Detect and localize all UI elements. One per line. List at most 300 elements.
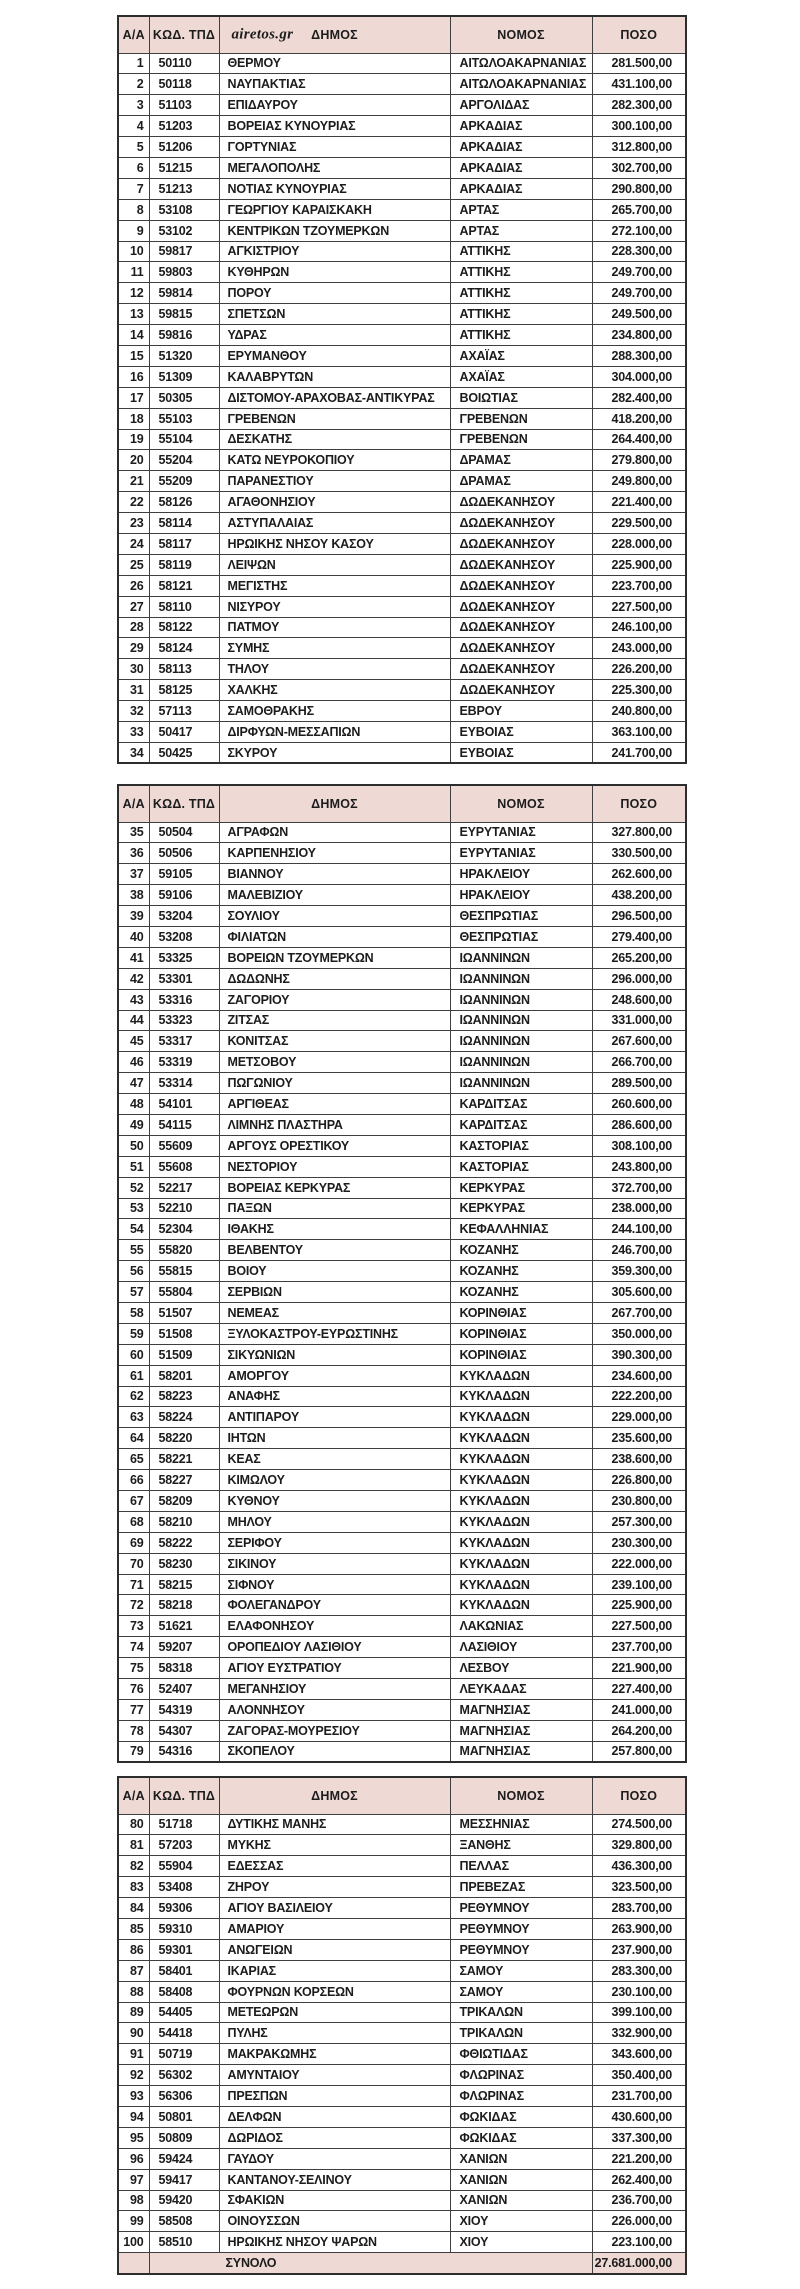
table-row — [118, 1156, 686, 1177]
row-index-cell: 9 — [118, 220, 149, 241]
table-row — [118, 1470, 686, 1491]
amount-cell: 246.700,00 — [592, 1240, 686, 1261]
prefecture-cell: ΑΡΤΑΣ — [450, 220, 592, 241]
amount-cell: 229.500,00 — [592, 513, 686, 534]
amount-cell: 230.800,00 — [592, 1491, 686, 1512]
prefecture-cell: ΑΤΤΙΚΗΣ — [450, 325, 592, 346]
row-index-cell: 24 — [118, 533, 149, 554]
amount-cell: 249.700,00 — [592, 262, 686, 283]
amount-cell: 228.300,00 — [592, 241, 686, 262]
code-cell: 51508 — [149, 1323, 219, 1344]
code-cell: 55104 — [149, 429, 219, 450]
table-row — [118, 2148, 686, 2169]
amount-cell: 262.600,00 — [592, 864, 686, 885]
column-header-dimos-label: ΔΗΜΟΣ — [311, 27, 358, 42]
table-row — [118, 2065, 686, 2086]
table-row — [118, 1491, 686, 1512]
table-row — [118, 74, 686, 95]
municipality-cell: ΙΚΑΡΙΑΣ — [219, 1960, 450, 1981]
amount-cell: 418.200,00 — [592, 408, 686, 429]
code-cell: 50504 — [149, 822, 219, 843]
table-row — [118, 1302, 686, 1323]
code-cell: 50110 — [149, 53, 219, 74]
municipality-cell: ΣΟΥΛΙΟΥ — [219, 906, 450, 927]
prefecture-cell: ΧΑΝΙΩΝ — [450, 2169, 592, 2190]
code-cell: 58117 — [149, 533, 219, 554]
municipality-cell: ΣΙΚΥΩΝΙΩΝ — [219, 1344, 450, 1365]
row-index-cell: 11 — [118, 262, 149, 283]
prefecture-cell: ΔΩΔΕΚΑΝΗΣΟΥ — [450, 513, 592, 534]
code-cell: 54101 — [149, 1094, 219, 1115]
municipality-cell: ΜΕΓΑΛΟΠΟΛΗΣ — [219, 157, 450, 178]
prefecture-cell: ΚΥΚΛΑΔΩΝ — [450, 1449, 592, 1470]
row-index-cell: 19 — [118, 429, 149, 450]
prefecture-cell: ΙΩΑΝΝΙΝΩΝ — [450, 989, 592, 1010]
table-row — [118, 926, 686, 947]
table-row — [118, 1898, 686, 1919]
municipality-cell: ΕΔΕΣΣΑΣ — [219, 1856, 450, 1877]
table-row — [118, 1939, 686, 1960]
prefecture-cell: ΔΩΔΕΚΑΝΗΣΟΥ — [450, 554, 592, 575]
table-row — [118, 2232, 686, 2253]
code-cell: 58209 — [149, 1491, 219, 1512]
code-cell: 59417 — [149, 2169, 219, 2190]
table-row — [118, 178, 686, 199]
table-row — [118, 1135, 686, 1156]
amount-cell: 283.700,00 — [592, 1898, 686, 1919]
municipality-cell: ΠΡΕΣΠΩΝ — [219, 2086, 450, 2107]
table-row — [118, 1449, 686, 1470]
total-amount: 27.681.000,00 — [592, 2253, 686, 2275]
prefecture-cell: ΚΑΡΔΙΤΣΑΣ — [450, 1114, 592, 1135]
code-cell: 55103 — [149, 408, 219, 429]
municipality-cell: ΟΡΟΠΕΔΙΟΥ ΛΑΣΙΘΙΟΥ — [219, 1637, 450, 1658]
prefecture-cell: ΚΥΚΛΑΔΩΝ — [450, 1595, 592, 1616]
row-index-cell: 82 — [118, 1856, 149, 1877]
code-cell: 53108 — [149, 199, 219, 220]
row-index-cell: 88 — [118, 1981, 149, 2002]
municipality-cell: ΣΠΕΤΣΩΝ — [219, 304, 450, 325]
amount-cell: 282.400,00 — [592, 387, 686, 408]
row-index-cell: 77 — [118, 1699, 149, 1720]
code-cell: 53323 — [149, 1010, 219, 1031]
prefecture-cell: ΘΕΣΠΡΩΤΙΑΣ — [450, 906, 592, 927]
row-index-cell: 41 — [118, 947, 149, 968]
code-cell: 51507 — [149, 1302, 219, 1323]
prefecture-cell: ΦΛΩΡΙΝΑΣ — [450, 2086, 592, 2107]
row-index-cell: 91 — [118, 2044, 149, 2065]
code-cell: 50425 — [149, 742, 219, 763]
code-cell: 50417 — [149, 722, 219, 743]
prefecture-cell: ΡΕΘΥΜΝΟΥ — [450, 1918, 592, 1939]
code-cell: 54319 — [149, 1699, 219, 1720]
municipality-cell: ΜΕΓΙΣΤΗΣ — [219, 575, 450, 596]
municipality-cell: ΒΟΡΕΙΑΣ ΚΕΡΚΥΡΑΣ — [219, 1177, 450, 1198]
prefecture-cell: ΛΕΣΒΟΥ — [450, 1658, 592, 1679]
table-row — [118, 1094, 686, 1115]
prefecture-cell: ΔΩΔΕΚΑΝΗΣΟΥ — [450, 533, 592, 554]
amount-cell: 222.200,00 — [592, 1386, 686, 1407]
code-cell: 53301 — [149, 968, 219, 989]
prefecture-cell: ΓΡΕΒΕΝΩΝ — [450, 408, 592, 429]
row-index-cell: 65 — [118, 1449, 149, 1470]
column-header-nomos: ΝΟΜΟΣ — [450, 1777, 592, 1814]
row-index-cell: 39 — [118, 906, 149, 927]
table-row — [118, 1637, 686, 1658]
table-row — [118, 1386, 686, 1407]
row-index-cell: 70 — [118, 1553, 149, 1574]
table-row — [118, 387, 686, 408]
prefecture-cell: ΦΩΚΙΔΑΣ — [450, 2127, 592, 2148]
amount-cell: 226.800,00 — [592, 1470, 686, 1491]
amount-cell: 265.200,00 — [592, 947, 686, 968]
column-header-poso: ΠΟΣΟ — [592, 16, 686, 53]
prefecture-cell: ΙΩΑΝΝΙΝΩΝ — [450, 1052, 592, 1073]
amount-cell: 264.400,00 — [592, 429, 686, 450]
table-row — [118, 659, 686, 680]
code-cell: 58215 — [149, 1574, 219, 1595]
table-row — [118, 1574, 686, 1595]
amount-cell: 260.600,00 — [592, 1094, 686, 1115]
code-cell: 58218 — [149, 1595, 219, 1616]
code-cell: 58210 — [149, 1511, 219, 1532]
amount-cell: 372.700,00 — [592, 1177, 686, 1198]
row-index-cell: 43 — [118, 989, 149, 1010]
prefecture-cell: ΚΟΡΙΝΘΙΑΣ — [450, 1344, 592, 1365]
amount-cell: 337.300,00 — [592, 2127, 686, 2148]
municipality-cell: ΝΑΥΠΑΚΤΙΑΣ — [219, 74, 450, 95]
amount-cell: 286.600,00 — [592, 1114, 686, 1135]
row-index-cell: 63 — [118, 1407, 149, 1428]
code-cell: 52304 — [149, 1219, 219, 1240]
table-row — [118, 2169, 686, 2190]
municipality-cell: ΔΥΤΙΚΗΣ ΜΑΝΗΣ — [219, 1814, 450, 1835]
table-row — [118, 554, 686, 575]
table-row — [118, 1699, 686, 1720]
prefecture-cell: ΔΩΔΕΚΑΝΗΣΟΥ — [450, 575, 592, 596]
code-cell: 54307 — [149, 1720, 219, 1741]
prefecture-cell: ΡΕΘΥΜΝΟΥ — [450, 1939, 592, 1960]
table-row — [118, 1918, 686, 1939]
table-row — [118, 1114, 686, 1135]
amount-cell: 223.100,00 — [592, 2232, 686, 2253]
code-cell: 59106 — [149, 885, 219, 906]
code-cell: 55820 — [149, 1240, 219, 1261]
row-index-cell: 57 — [118, 1282, 149, 1303]
amount-cell: 302.700,00 — [592, 157, 686, 178]
prefecture-cell: ΞΑΝΘΗΣ — [450, 1835, 592, 1856]
table-row — [118, 1240, 686, 1261]
table-row — [118, 1010, 686, 1031]
prefecture-cell: ΔΩΔΕΚΑΝΗΣΟΥ — [450, 492, 592, 513]
municipality-cell: ΛΙΜΝΗΣ ΠΛΑΣΤΗΡΑ — [219, 1114, 450, 1135]
code-cell: 53208 — [149, 926, 219, 947]
municipality-cell: ΠΥΛΗΣ — [219, 2023, 450, 2044]
prefecture-cell: ΘΕΣΠΡΩΤΙΑΣ — [450, 926, 592, 947]
amount-cell: 267.600,00 — [592, 1031, 686, 1052]
prefecture-cell: ΕΥΡΥΤΑΝΙΑΣ — [450, 822, 592, 843]
prefecture-cell: ΗΡΑΚΛΕΙΟΥ — [450, 864, 592, 885]
municipality-cell: ΒΟΡΕΙΑΣ ΚΥΝΟΥΡΙΑΣ — [219, 116, 450, 137]
prefecture-cell: ΚΟΖΑΝΗΣ — [450, 1261, 592, 1282]
table-row — [118, 1856, 686, 1877]
municipality-cell: ΗΡΩΙΚΗΣ ΝΗΣΟΥ ΚΑΣΟΥ — [219, 533, 450, 554]
municipality-cell: ΝΙΣΥΡΟΥ — [219, 596, 450, 617]
municipality-cell: ΑΜΟΡΓΟΥ — [219, 1365, 450, 1386]
prefecture-cell: ΚΥΚΛΑΔΩΝ — [450, 1386, 592, 1407]
row-index-cell: 13 — [118, 304, 149, 325]
amount-cell: 305.600,00 — [592, 1282, 686, 1303]
prefecture-cell: ΓΡΕΒΕΝΩΝ — [450, 429, 592, 450]
code-cell: 58224 — [149, 1407, 219, 1428]
row-index-cell: 81 — [118, 1835, 149, 1856]
row-index-cell: 99 — [118, 2211, 149, 2232]
column-header-dimos — [219, 1777, 450, 1814]
prefecture-cell: ΣΑΜΟΥ — [450, 1960, 592, 1981]
municipality-cell: ΔΙΣΤΟΜΟΥ-ΑΡΑΧΟΒΑΣ-ΑΝΤΙΚΥΡΑΣ — [219, 387, 450, 408]
row-index-cell: 64 — [118, 1428, 149, 1449]
municipality-cell: ΑΓΑΘΟΝΗΣΙΟΥ — [219, 492, 450, 513]
row-index-cell: 10 — [118, 241, 149, 262]
row-index-cell: 31 — [118, 680, 149, 701]
row-index-cell: 3 — [118, 95, 149, 116]
code-cell: 55209 — [149, 471, 219, 492]
municipality-cell: ΖΑΓΟΡΑΣ-ΜΟΥΡΕΣΙΟΥ — [219, 1720, 450, 1741]
municipality-cell: ΑΡΓΙΘΕΑΣ — [219, 1094, 450, 1115]
amount-cell: 264.200,00 — [592, 1720, 686, 1741]
row-index-cell: 85 — [118, 1918, 149, 1939]
row-index-cell: 84 — [118, 1898, 149, 1919]
amount-cell: 226.000,00 — [592, 2211, 686, 2232]
table-header-row — [118, 16, 686, 53]
row-index-cell: 50 — [118, 1135, 149, 1156]
code-cell: 58125 — [149, 680, 219, 701]
amount-cell: 330.500,00 — [592, 843, 686, 864]
municipality-cell: ΣΚΥΡΟΥ — [219, 742, 450, 763]
prefecture-cell: ΚΥΚΛΑΔΩΝ — [450, 1511, 592, 1532]
amount-cell: 359.300,00 — [592, 1261, 686, 1282]
amount-cell: 290.800,00 — [592, 178, 686, 199]
table-row — [118, 638, 686, 659]
row-index-cell: 6 — [118, 157, 149, 178]
column-header-kod-tpd: ΚΩΔ. ΤΠΔ — [149, 1777, 219, 1814]
amount-cell: 283.300,00 — [592, 1960, 686, 1981]
code-cell: 58223 — [149, 1386, 219, 1407]
code-cell: 59424 — [149, 2148, 219, 2169]
amount-cell: 274.500,00 — [592, 1814, 686, 1835]
amount-cell: 241.000,00 — [592, 1699, 686, 1720]
row-index-cell: 48 — [118, 1094, 149, 1115]
prefecture-cell: ΚΟΖΑΝΗΣ — [450, 1240, 592, 1261]
amount-cell: 296.000,00 — [592, 968, 686, 989]
municipality-cell: ΜΕΓΑΝΗΣΙΟΥ — [219, 1679, 450, 1700]
municipality-cell: ΜΕΤΕΩΡΩΝ — [219, 2002, 450, 2023]
row-index-cell: 66 — [118, 1470, 149, 1491]
row-index-cell: 8 — [118, 199, 149, 220]
amount-cell: 289.500,00 — [592, 1073, 686, 1094]
amount-cell: 282.300,00 — [592, 95, 686, 116]
code-cell: 58230 — [149, 1553, 219, 1574]
municipalities-table-part-3 — [117, 1776, 687, 2275]
amount-cell: 249.700,00 — [592, 283, 686, 304]
prefecture-cell: ΚΥΚΛΑΔΩΝ — [450, 1428, 592, 1449]
row-index-cell: 21 — [118, 471, 149, 492]
code-cell: 53102 — [149, 220, 219, 241]
municipality-cell: ΖΗΡΟΥ — [219, 1877, 450, 1898]
row-index-cell: 51 — [118, 1156, 149, 1177]
amount-cell: 246.100,00 — [592, 617, 686, 638]
table-row — [118, 2023, 686, 2044]
row-index-cell: 46 — [118, 1052, 149, 1073]
amount-cell: 240.800,00 — [592, 701, 686, 722]
prefecture-cell: ΜΑΓΝΗΣΙΑΣ — [450, 1699, 592, 1720]
table-row — [118, 1177, 686, 1198]
prefecture-cell: ΑΧΑΪΑΣ — [450, 366, 592, 387]
prefecture-cell: ΑΤΤΙΚΗΣ — [450, 262, 592, 283]
table-row — [118, 1553, 686, 1574]
prefecture-cell: ΛΕΥΚΑΔΑΣ — [450, 1679, 592, 1700]
prefecture-cell: ΔΡΑΜΑΣ — [450, 450, 592, 471]
table-row — [118, 947, 686, 968]
code-cell: 59816 — [149, 325, 219, 346]
row-index-cell: 95 — [118, 2127, 149, 2148]
row-index-cell: 45 — [118, 1031, 149, 1052]
amount-cell: 221.400,00 — [592, 492, 686, 513]
municipality-cell: ΔΕΛΦΩΝ — [219, 2106, 450, 2127]
table-row — [118, 1835, 686, 1856]
code-cell: 51103 — [149, 95, 219, 116]
municipality-cell: ΜΗΛΟΥ — [219, 1511, 450, 1532]
row-index-cell: 67 — [118, 1491, 149, 1512]
code-cell: 58510 — [149, 2232, 219, 2253]
code-cell: 59301 — [149, 1939, 219, 1960]
prefecture-cell: ΔΩΔΕΚΑΝΗΣΟΥ — [450, 680, 592, 701]
prefecture-cell: ΑΡΚΑΔΙΑΣ — [450, 178, 592, 199]
table-row — [118, 1532, 686, 1553]
row-index-cell: 72 — [118, 1595, 149, 1616]
code-cell: 59306 — [149, 1898, 219, 1919]
amount-cell: 288.300,00 — [592, 345, 686, 366]
amount-cell: 266.700,00 — [592, 1052, 686, 1073]
code-cell: 58508 — [149, 2211, 219, 2232]
row-index-cell: 36 — [118, 843, 149, 864]
municipality-cell: ΚΥΘΗΡΩΝ — [219, 262, 450, 283]
table-row — [118, 157, 686, 178]
prefecture-cell: ΛΑΚΩΝΙΑΣ — [450, 1616, 592, 1637]
table-row — [118, 989, 686, 1010]
prefecture-cell: ΧΑΝΙΩΝ — [450, 2148, 592, 2169]
prefecture-cell: ΚΥΚΛΑΔΩΝ — [450, 1553, 592, 1574]
column-header-kod-tpd: ΚΩΔ. ΤΠΔ — [149, 785, 219, 822]
row-index-cell: 90 — [118, 2023, 149, 2044]
municipality-cell: ΚΕΑΣ — [219, 1449, 450, 1470]
table-row — [118, 1595, 686, 1616]
row-index-cell: 58 — [118, 1302, 149, 1323]
municipality-cell: ΦΟΛΕΓΑΝΔΡΟΥ — [219, 1595, 450, 1616]
prefecture-cell: ΚΥΚΛΑΔΩΝ — [450, 1574, 592, 1595]
amount-cell: 300.100,00 — [592, 116, 686, 137]
amount-cell: 237.900,00 — [592, 1939, 686, 1960]
code-cell: 54418 — [149, 2023, 219, 2044]
code-cell: 50506 — [149, 843, 219, 864]
amount-cell: 231.700,00 — [592, 2086, 686, 2107]
table-row — [118, 1741, 686, 1762]
municipality-cell: ΑΜΑΡΙΟΥ — [219, 1918, 450, 1939]
municipality-cell: ΜΑΚΡΑΚΩΜΗΣ — [219, 2044, 450, 2065]
table-row — [118, 2211, 686, 2232]
prefecture-cell: ΑΤΤΙΚΗΣ — [450, 304, 592, 325]
amount-cell: 296.500,00 — [592, 906, 686, 927]
municipality-cell: ΔΩΔΩΝΗΣ — [219, 968, 450, 989]
table-row — [118, 596, 686, 617]
table-row — [118, 1219, 686, 1240]
code-cell: 51320 — [149, 345, 219, 366]
code-cell: 53408 — [149, 1877, 219, 1898]
row-index-cell: 59 — [118, 1323, 149, 1344]
municipality-cell: ΣΕΡΒΙΩΝ — [219, 1282, 450, 1303]
row-index-cell: 28 — [118, 617, 149, 638]
table-row — [118, 2190, 686, 2211]
row-index-cell: 78 — [118, 1720, 149, 1741]
table-row — [118, 366, 686, 387]
table-row — [118, 492, 686, 513]
code-cell: 58408 — [149, 1981, 219, 2002]
municipality-cell: ΣΦΑΚΙΩΝ — [219, 2190, 450, 2211]
code-cell: 51621 — [149, 1616, 219, 1637]
municipality-cell: ΔΩΡΙΔΟΣ — [219, 2127, 450, 2148]
table-row — [118, 450, 686, 471]
code-cell: 52217 — [149, 1177, 219, 1198]
amount-cell: 235.600,00 — [592, 1428, 686, 1449]
table-row — [118, 843, 686, 864]
municipality-cell: ΠΑΤΜΟΥ — [219, 617, 450, 638]
amount-cell: 438.200,00 — [592, 885, 686, 906]
code-cell: 50118 — [149, 74, 219, 95]
table-header-row — [118, 1777, 686, 1814]
row-index-cell: 49 — [118, 1114, 149, 1135]
row-index-cell: 73 — [118, 1616, 149, 1637]
municipality-cell: ΑΓΙΟΥ ΕΥΣΤΡΑΤΙΟΥ — [219, 1658, 450, 1679]
amount-cell: 226.200,00 — [592, 659, 686, 680]
prefecture-cell: ΑΤΤΙΚΗΣ — [450, 241, 592, 262]
table-row — [118, 199, 686, 220]
code-cell: 53325 — [149, 947, 219, 968]
prefecture-cell: ΑΡΚΑΔΙΑΣ — [450, 116, 592, 137]
code-cell: 55815 — [149, 1261, 219, 1282]
amount-cell: 272.100,00 — [592, 220, 686, 241]
municipality-cell: ΜΕΤΣΟΒΟΥ — [219, 1052, 450, 1073]
prefecture-cell: ΡΕΘΥΜΝΟΥ — [450, 1898, 592, 1919]
prefecture-cell: ΜΑΓΝΗΣΙΑΣ — [450, 1741, 592, 1762]
prefecture-cell: ΙΩΑΝΝΙΝΩΝ — [450, 1010, 592, 1031]
prefecture-cell: ΑΡΓΟΛΙΔΑΣ — [450, 95, 592, 116]
code-cell: 58114 — [149, 513, 219, 534]
amount-cell: 248.600,00 — [592, 989, 686, 1010]
table-row — [118, 2086, 686, 2107]
amount-cell: 225.900,00 — [592, 1595, 686, 1616]
prefecture-cell: ΧΙΟΥ — [450, 2232, 592, 2253]
amount-cell: 350.400,00 — [592, 2065, 686, 2086]
prefecture-cell: ΑΡΤΑΣ — [450, 199, 592, 220]
amount-cell: 228.000,00 — [592, 533, 686, 554]
table-row — [118, 429, 686, 450]
row-index-cell: 96 — [118, 2148, 149, 2169]
code-cell: 58318 — [149, 1658, 219, 1679]
code-cell: 55609 — [149, 1135, 219, 1156]
prefecture-cell: ΠΡΕΒΕΖΑΣ — [450, 1877, 592, 1898]
municipality-cell: ΠΟΡΟΥ — [219, 283, 450, 304]
table-row — [118, 1720, 686, 1741]
